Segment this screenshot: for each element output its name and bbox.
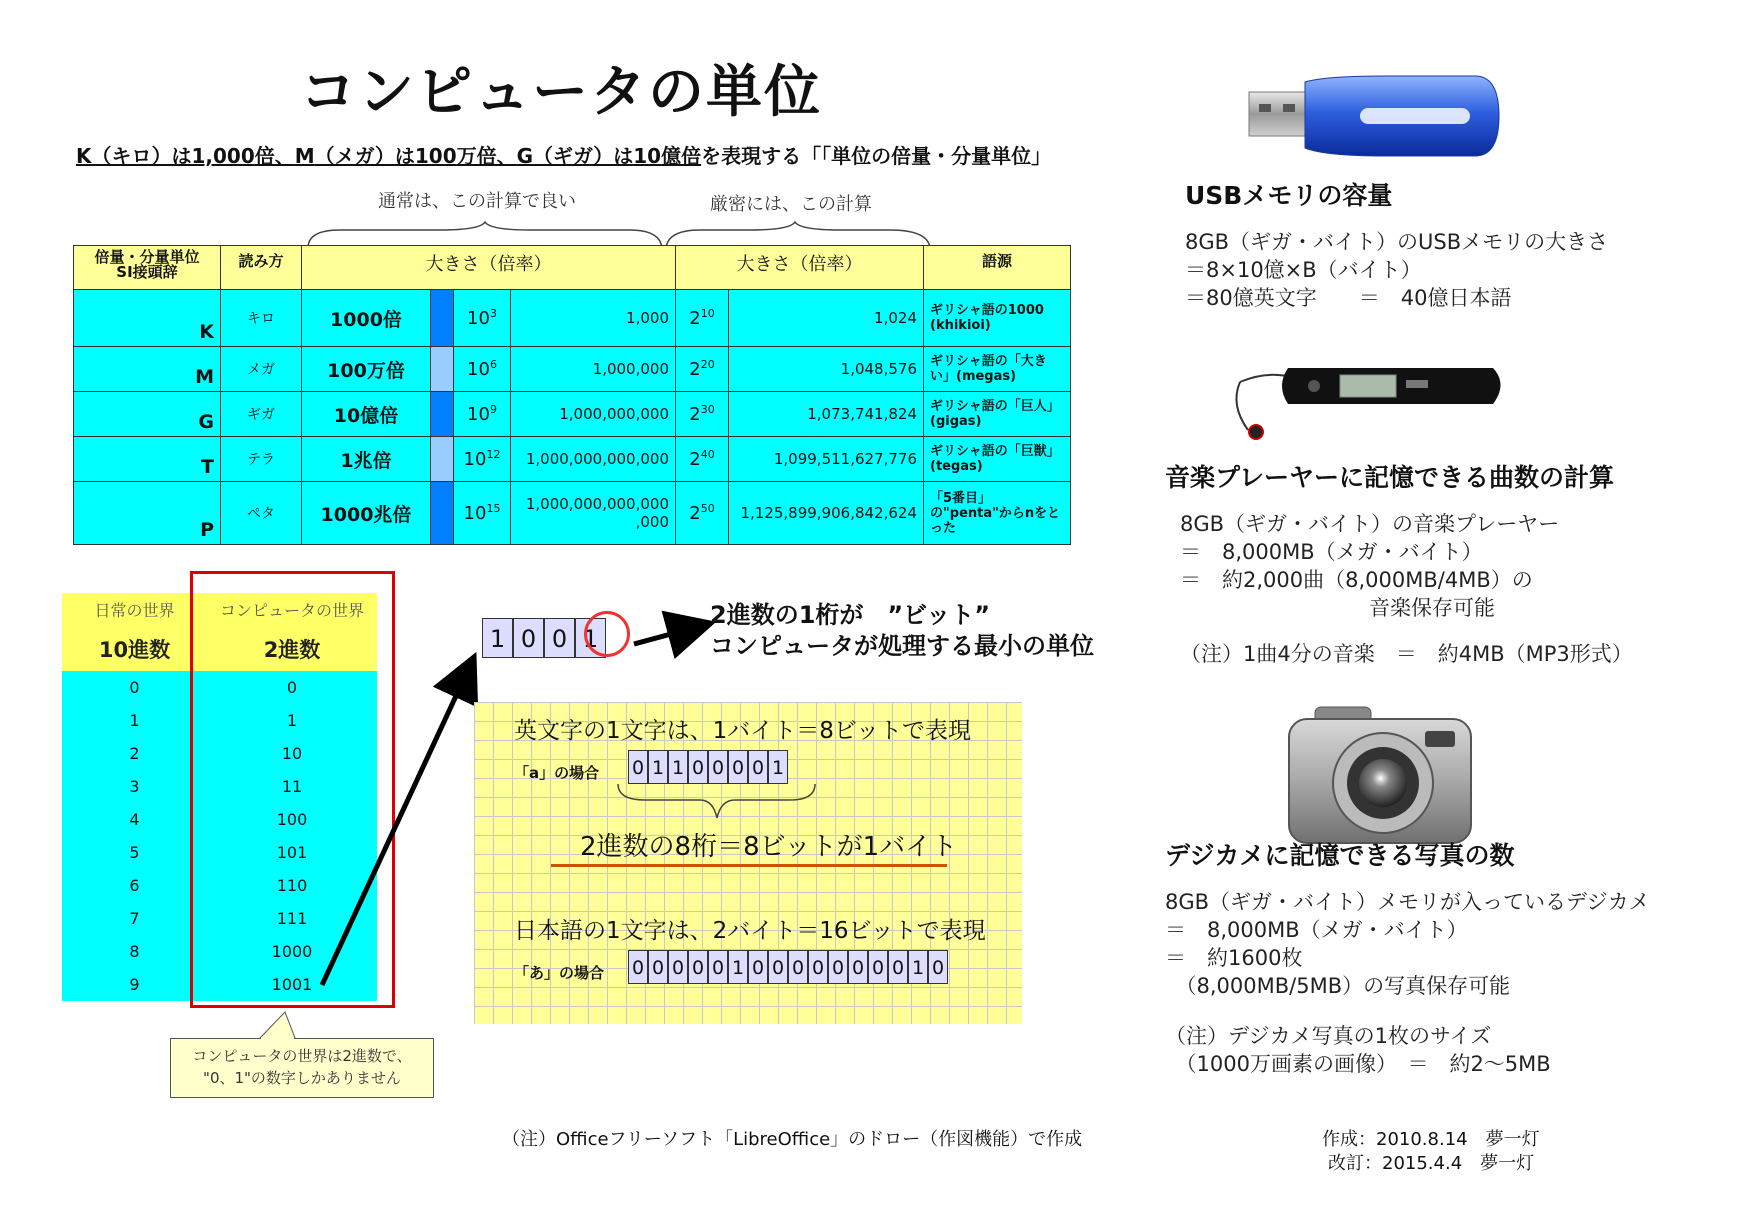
music-line-2: ＝ 8,000MB（メガ・バイト） xyxy=(1180,540,1483,564)
unit-reading: ギガ xyxy=(221,392,302,437)
subtitle-k-val: 1,000 xyxy=(191,144,255,168)
binary-number: 101 xyxy=(276,843,308,862)
bit-box: 0 xyxy=(728,750,748,784)
unit-reading: テラ xyxy=(221,437,302,482)
subtitle-m-val: 100 xyxy=(414,144,457,168)
bit-box: 0 xyxy=(928,950,948,984)
header-etymology: 語源 xyxy=(924,246,1071,290)
power-base-2: 2 xyxy=(689,308,701,329)
footer-note: （注）Officeフリーソフト「LibreOffice」のドロー（作図機能）で作成 xyxy=(502,1129,1083,1150)
power-exponent-10: 15 xyxy=(486,502,501,515)
decimal-number: 2 xyxy=(129,744,140,763)
unit-multiple: 1000兆倍 xyxy=(302,482,431,545)
music-heading: 音楽プレーヤーに記憶できる曲数の計算 xyxy=(1165,463,1615,492)
binary-number: 1 xyxy=(286,711,298,730)
bit-box: 0 xyxy=(768,950,788,984)
subtitle-g-unit: 億倍 xyxy=(661,144,702,168)
bit-box: 0 xyxy=(648,950,668,984)
arrow-to-bits xyxy=(322,670,468,985)
japanese-char-title: 日本語の1文字は、2バイト＝16ビットで表現 xyxy=(514,918,986,944)
byte-definition: 2進数の8桁＝8ビットが1バイト xyxy=(580,832,958,862)
byte-brace-path xyxy=(618,784,815,818)
callout-line1: コンピュータの世界は2進数で、 xyxy=(192,1047,412,1065)
byte-underline xyxy=(551,864,947,867)
player-logo-mark xyxy=(1406,380,1428,388)
japanese-case-label: 「あ」の場合 xyxy=(514,964,605,982)
bit-box: 0 xyxy=(628,950,648,984)
decimal-number: 0 xyxy=(129,678,140,697)
unit-symbol: G xyxy=(74,392,221,437)
bit-box: 0 xyxy=(708,750,728,784)
bit-box: 0 xyxy=(708,950,728,984)
footer-created: 作成：2010.8.14 夢一灯 xyxy=(1322,1129,1540,1150)
decimal-value: 1,000,000 xyxy=(511,347,676,392)
header-reading: 読み方 xyxy=(221,246,302,290)
header-size-binary: 大きさ（倍率） xyxy=(676,246,924,290)
bit-box: 0 xyxy=(808,950,828,984)
power-exponent-10: 3 xyxy=(489,307,497,320)
player-screen xyxy=(1340,375,1396,397)
bit-box: 1 xyxy=(482,618,513,658)
brace-label-normal: 通常は、この計算で良い xyxy=(378,191,576,212)
power-base-2: 2 xyxy=(689,449,701,470)
usb-pin-hole-2 xyxy=(1283,104,1295,112)
etymology: ギリシャ語の「大きい」(megas) xyxy=(924,347,1071,392)
power-exponent-2: 20 xyxy=(700,358,715,371)
unit-multiple: 10億倍 xyxy=(302,392,431,437)
binary-number: 10 xyxy=(281,744,303,763)
bit-box: 1 xyxy=(668,750,688,784)
music-line-4: 音楽保存可能 xyxy=(1180,596,1495,620)
usb-line-3: ＝80億英文字 ＝ 40億日本語 xyxy=(1185,286,1512,310)
bit-box: 0 xyxy=(628,750,648,784)
subtitle-k: K xyxy=(76,144,92,168)
last-bit-circle xyxy=(584,611,630,657)
power-base-10: 10 xyxy=(463,449,487,470)
subtitle-g: G xyxy=(516,144,534,168)
power-exponent-10: 9 xyxy=(489,403,497,416)
binary-value: 1,073,741,824 xyxy=(729,392,924,437)
usb-memory-image xyxy=(1245,72,1505,162)
player-button xyxy=(1308,380,1320,392)
decimal-number: 3 xyxy=(129,777,140,796)
decimal-value: 1,000,000,000,000 xyxy=(511,437,676,482)
unit-reading: ペタ xyxy=(221,482,302,545)
unit-symbol: T xyxy=(74,437,221,482)
decimal-number: 8 xyxy=(129,942,140,961)
decimal-number: 9 xyxy=(129,975,140,994)
header-size-decimal: 大きさ（倍率） xyxy=(302,246,676,290)
bit-definition xyxy=(710,600,1094,662)
etymology: ギリシャ語の「巨人」(gigas) xyxy=(924,392,1071,437)
usb-slot xyxy=(1360,108,1470,124)
subtitle-m-unit: 万倍、 xyxy=(456,144,517,168)
decimal-number: 1 xyxy=(129,711,140,730)
usb-heading: USBメモリの容量 xyxy=(1185,181,1393,210)
bit-box: 0 xyxy=(868,950,888,984)
camera-line-4: （8,000MB/5MB）の写真保存可能 xyxy=(1165,974,1511,998)
bit-box: 1 xyxy=(575,618,606,658)
subtitle-k-read: （キロ）は xyxy=(91,144,192,168)
bit-definition-line2: コンピュータが処理する最小の単位 xyxy=(710,632,1094,660)
binary-number: 110 xyxy=(276,876,308,895)
unit-multiple: 1兆倍 xyxy=(302,437,431,482)
bit-box: 1 xyxy=(768,750,788,784)
camera-heading: デジカメに記憶できる写真の数 xyxy=(1165,841,1515,870)
bit-box: 0 xyxy=(688,950,708,984)
camera-line-1: 8GB（ギガ・バイト）メモリが入っているデジカメ xyxy=(1165,890,1650,914)
music-line-3: ＝ 約2,000曲（8,000MB/4MB）の xyxy=(1180,568,1533,592)
bit-box: 0 xyxy=(788,950,808,984)
subtitle-m-read: （メガ）は xyxy=(314,144,415,168)
english-char-title: 英文字の1文字は、1バイト＝8ビットで表現 xyxy=(514,718,971,744)
binary-value: 1,048,576 xyxy=(729,347,924,392)
camera-line-2: ＝ 8,000MB（メガ・バイト） xyxy=(1165,918,1468,942)
unit-multiple: 1000倍 xyxy=(302,290,431,347)
etymology: ギリシャ語の「巨獣」(tegas) xyxy=(924,437,1071,482)
binary-number: 0 xyxy=(286,678,298,697)
power-base-2: 2 xyxy=(689,503,701,524)
byte-brace xyxy=(615,782,820,822)
power-base-10: 10 xyxy=(467,359,490,380)
digital-camera-image xyxy=(1285,705,1475,847)
bit-box: 0 xyxy=(544,618,575,658)
unit-symbol: M xyxy=(74,347,221,392)
bit-box: 0 xyxy=(748,950,768,984)
binary-number: 100 xyxy=(276,810,308,829)
callout-line2: "0、1"の数字しかありません xyxy=(203,1069,401,1087)
music-player-image xyxy=(1228,360,1510,450)
camera-note-2: （1000万画素の画像） ＝ 約2～5MB xyxy=(1165,1052,1551,1076)
bit-box: 0 xyxy=(828,950,848,984)
binary-number: 1001 xyxy=(271,975,313,994)
power-base-10: 10 xyxy=(463,503,487,524)
english-bits xyxy=(628,750,788,784)
decimal-number: 5 xyxy=(129,843,140,862)
power-base-2: 2 xyxy=(689,404,701,425)
footer-revised: 改訂：2015.4.4 夢一灯 xyxy=(1328,1153,1535,1174)
page-title: コンピュータの単位 xyxy=(300,60,822,125)
unit-symbol: K xyxy=(74,290,221,347)
decimal-number: 6 xyxy=(129,876,140,895)
usb-line-1: 8GB（ギガ・バイト）のUSBメモリの大きさ xyxy=(1185,230,1609,254)
binary-number: 11 xyxy=(281,777,303,796)
binary-number: 111 xyxy=(276,909,308,928)
subtitle-tail: を表現する「「単位の倍量・分量単位」 xyxy=(701,144,1052,168)
power-exponent-10: 6 xyxy=(489,358,497,371)
header-everyday-world: 日常の世界 xyxy=(94,601,175,620)
header-computer-world: コンピュータの世界 xyxy=(219,601,364,620)
binary-value: 1,125,899,906,842,624 xyxy=(729,482,924,545)
camera-line-3: ＝ 約1600枚 xyxy=(1165,946,1303,970)
decimal-number: 7 xyxy=(129,909,140,928)
power-base-10: 10 xyxy=(467,308,490,329)
earphone-bud xyxy=(1249,425,1263,439)
unit-symbol: P xyxy=(74,482,221,545)
bit-box: 0 xyxy=(888,950,908,984)
usb-pin-hole-1 xyxy=(1259,104,1271,112)
music-line-1: 8GB（ギガ・バイト）の音楽プレーヤー xyxy=(1180,512,1560,536)
earphone-cord-2 xyxy=(1236,382,1248,430)
decimal-value: 1,000,000,000,000 ,000 xyxy=(511,482,676,545)
bit-box: 0 xyxy=(513,618,544,658)
binary-value: 1,024 xyxy=(729,290,924,347)
decimal-value: 1,000,000,000 xyxy=(511,392,676,437)
power-exponent-2: 10 xyxy=(700,307,715,320)
power-base-2: 2 xyxy=(689,359,701,380)
unit-multiple: 100万倍 xyxy=(302,347,431,392)
power-exponent-2: 50 xyxy=(700,502,715,515)
usb-line-2: ＝8×10億×B（バイト） xyxy=(1185,258,1422,282)
camera-flash xyxy=(1425,731,1455,747)
bit-box: 0 xyxy=(668,950,688,984)
decimal-number: 4 xyxy=(129,810,140,829)
bit-box: 0 xyxy=(688,750,708,784)
power-exponent-10: 12 xyxy=(486,448,501,461)
header-decimal: 10進数 xyxy=(98,638,171,662)
usb-connector xyxy=(1249,92,1311,136)
etymology: 「5番目」の"penta"からnをとった xyxy=(924,482,1071,545)
subtitle-m: M xyxy=(294,144,315,168)
bit-box: 1 xyxy=(908,950,928,984)
etymology: ギリシャ語の1000 (khikioi) xyxy=(924,290,1071,347)
unit-reading: メガ xyxy=(221,347,302,392)
binary-number: 1000 xyxy=(271,942,313,961)
music-note: （注）1曲4分の音楽 ＝ 約4MB（MP3形式） xyxy=(1180,642,1633,666)
japanese-bits xyxy=(628,950,948,984)
header-binary: 2進数 xyxy=(263,638,321,662)
subtitle-sep1: 倍、 xyxy=(254,144,295,168)
power-base-10: 10 xyxy=(467,404,490,425)
subtitle-g-read: （ギガ）は xyxy=(533,144,634,168)
decimal-value: 1,000 xyxy=(511,290,676,347)
subtitle-g-val: 10 xyxy=(633,144,662,168)
arrow-to-bit-label xyxy=(634,627,697,644)
bit-box: 0 xyxy=(748,750,768,784)
bit-box: 1 xyxy=(728,950,748,984)
english-case-label: 「a」の場合 xyxy=(514,764,600,782)
power-exponent-2: 30 xyxy=(700,403,715,416)
unit-reading: キロ xyxy=(221,290,302,347)
bit-definition-line1: 2進数の1桁が ”ビット” xyxy=(710,601,990,629)
brace-label-strict: 厳密には、この計算 xyxy=(710,194,872,215)
bit-box: 1 xyxy=(648,750,668,784)
camera-lens xyxy=(1359,759,1407,807)
bit-box: 0 xyxy=(848,950,868,984)
camera-note-1: （注）デジカメ写真の1枚のサイズ xyxy=(1165,1024,1492,1048)
header-unit: 倍量・分量単位 SI接頭辞 xyxy=(74,246,221,290)
power-exponent-2: 40 xyxy=(700,448,715,461)
binary-value: 1,099,511,627,776 xyxy=(729,437,924,482)
